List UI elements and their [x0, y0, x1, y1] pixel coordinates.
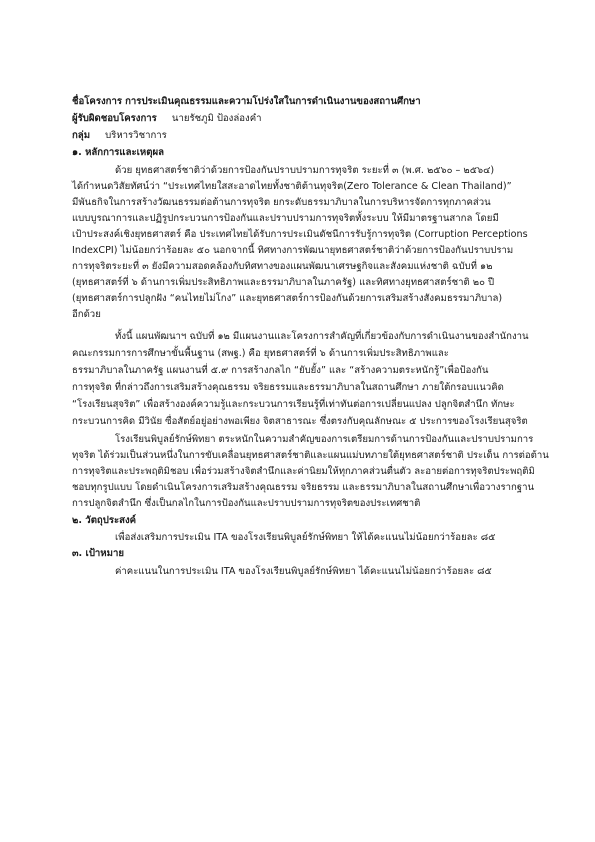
- paragraph-line: “โรงเรียนสุจริต” เพื่อสร้างองค์ความรู้และกระบวนการเรียนรู้ที่เท่าทันต่อการเปลี่ยนแปลง ปลูกจิตสำนึก ทักษะ: [72, 399, 515, 410]
- paragraph-line: คณะกรรมการการศึกษาขั้นพื้นฐาน (สพฐ.) คือ ยุทธศาสตร์ที่ ๖ ด้านการเพิ่มประสิทธิภาพและ: [72, 348, 449, 359]
- section-3-heading: ๓. เป้าหมาย: [72, 548, 124, 559]
- paragraph-line: มีพันธกิจในการสร้างวัฒนธรรมต่อต้านการทุจริต ยกระดับธรรมาภิบาลในการบริหารจัดการทุกภาคส่วน: [72, 197, 491, 208]
- section-1-heading: ๑. หลักการและเหตุผล: [72, 147, 164, 158]
- paragraph-line: IndexCPI) ไม่น้อยกว่าร้อยละ ๕๐ นอกจากนี้ ทิศทางการพัฒนายุทธศาสตร์ชาติว่าด้วยการป้องกันปราบปราม: [72, 245, 514, 256]
- target-text: ค่าคะแนนในการประเมิน ITA ของโรงเรียนพิบูลย์รักษ์พิทยา ได้คะแนนไม่น้อยกว่าร้อยละ ๘๕: [115, 566, 492, 577]
- project-title-line: [72, 96, 421, 108]
- paragraph-line: ชอบทุกรูปแบบ โดยดำเนินโครงการเสริมสร้างคุณธรรม จริยธรรม และธรรมาภิบาลในสถานศึกษาเพื่อวางรากฐาน: [72, 482, 535, 493]
- paragraph-line: การทุจริต ที่กล่าวถึงการเสริมสร้างคุณธรรม จริยธรรมและธรรมาภิบาลในสถานศึกษา ภายใต้กรอบแนวคิด: [72, 382, 504, 393]
- objective-text: เพื่อส่งเสริมการประเมิน ITA ของโรงเรียนพิบูลย์รักษ์พิทยา ให้ได้คะแนนไม่น้อยกว่าร้อยละ ๘๕: [115, 532, 496, 543]
- section-2-heading: ๒. วัตถุประสงค์: [72, 515, 137, 526]
- paragraph-line: ทุจริต ได้ร่วมเป็นส่วนหนึ่งในการขับเคลื่อนยุทธศาสตร์ชาติและแผนแม่บทภายใต้ยุทธศาสตร์ชาติ ประเด็น การต่อต้าน: [72, 450, 549, 461]
- group-label: กลุ่ม: [72, 130, 91, 141]
- owner-name: นายรัชภูมิ ป้องล่องคำ: [171, 113, 262, 124]
- paragraph-line: ได้กำหนดวิสัยทัศน์ว่า “ประเทศไทยใสสะอาดไทยทั้งชาติต้านทุจริต(Zero Tolerance & Clean Thailand)”: [72, 181, 512, 192]
- owner-label: ผู้รับผิดชอบโครงการ: [72, 113, 157, 124]
- project-title: การประเมินคุณธรรมและความโปร่งใสในการดำเนินงานของสถานศึกษา: [125, 96, 421, 107]
- paragraph-line: การทุจริตและประพฤติมิชอบ เพื่อร่วมสร้างจิตสำนึกและค่านิยมให้ทุกภาคส่วนตื่นตัว ละอายต่อการทุจริตประพฤติมิ: [72, 466, 535, 477]
- paragraph-line: เป้าประสงค์เชิงยุทธศาสตร์ คือ ประเทศไทยได้รับการประเมินดัชนีการรับรู้การทุจริต (Corruption Perceptions: [72, 229, 528, 240]
- project-label: ชื่อโครงการ: [72, 96, 123, 107]
- paragraph-line: (ยุทธศาสตร์การปลูกฝัง “คนไทยไม่โกง” และยุทธศาสตร์การป้องกันด้วยการเสริมสร้างสังคมธรรมาภิบาล): [72, 293, 503, 304]
- group-name: บริหารวิชาการ: [105, 130, 167, 141]
- owner-line: [72, 113, 262, 125]
- group-line: [72, 130, 167, 142]
- paragraph-line: อีกด้วย: [72, 309, 101, 320]
- paragraph-line: โรงเรียนพิบูลย์รักษ์พิทยา ตระหนักในความสำคัญของการเตรียมการด้านการป้องกันและปราบปรามการ: [115, 434, 534, 445]
- paragraph-line: ทั้งนี้ แผนพัฒนาฯ ฉบับที่ ๑๒ มีแผนงานและโครงการสำคัญที่เกี่ยวข้องกับการดำเนินงานของสำนักงาน: [115, 331, 529, 342]
- paragraph-line: (ยุทธศาสตร์ที่ ๖ ด้านการเพิ่มประสิทธิภาพและธรรมาภิบาลในภาครัฐ) และทิศทางยุทธศาสตร์ชาติ ๒๐ ปี: [72, 277, 495, 288]
- paragraph-line: ด้วย ยุทธศาสตร์ชาติว่าด้วยการป้องกันปราบปรามการทุจริต ระยะที่ ๓ (พ.ศ. ๒๕๖๐ – ๒๕๖๔): [115, 165, 495, 176]
- paragraph-line: ธรรมาภิบาลในภาครัฐ แผนงานที่ ๕.๙ การสร้างกลไก “ยับยั้ง” และ “สร้างความตระหนักรู้”เพื่อป้องกัน: [72, 365, 489, 376]
- paragraph-line: แบบบูรณาการและปฏิรูปกระบวนการป้องกันและปราบปรามการทุจริตทั้งระบบ ให้มีมาตรฐานสากล โดยมี: [72, 213, 499, 224]
- paragraph-line: การทุจริตระยะที่ ๓ ยังมีความสอดคล้องกับทิศทางของแผนพัฒนาเศรษฐกิจและสังคมแห่งชาติ ฉบับที่ ๑๒: [72, 261, 493, 272]
- paragraph-line: การปลูกจิตสำนึก ซึ่งเป็นกลไกในการป้องกันและปราบปรามการทุจริตของประเทศชาติ: [72, 498, 421, 509]
- paragraph-line: กระบวนการคิด มีวินัย ซื่อสัตย์อยู่อย่างพอเพียง จิตสาธารณะ ซึ่งตรงกับคุณลักษณะ ๕ ประการของโรงเรียนสุจริต: [72, 416, 528, 427]
